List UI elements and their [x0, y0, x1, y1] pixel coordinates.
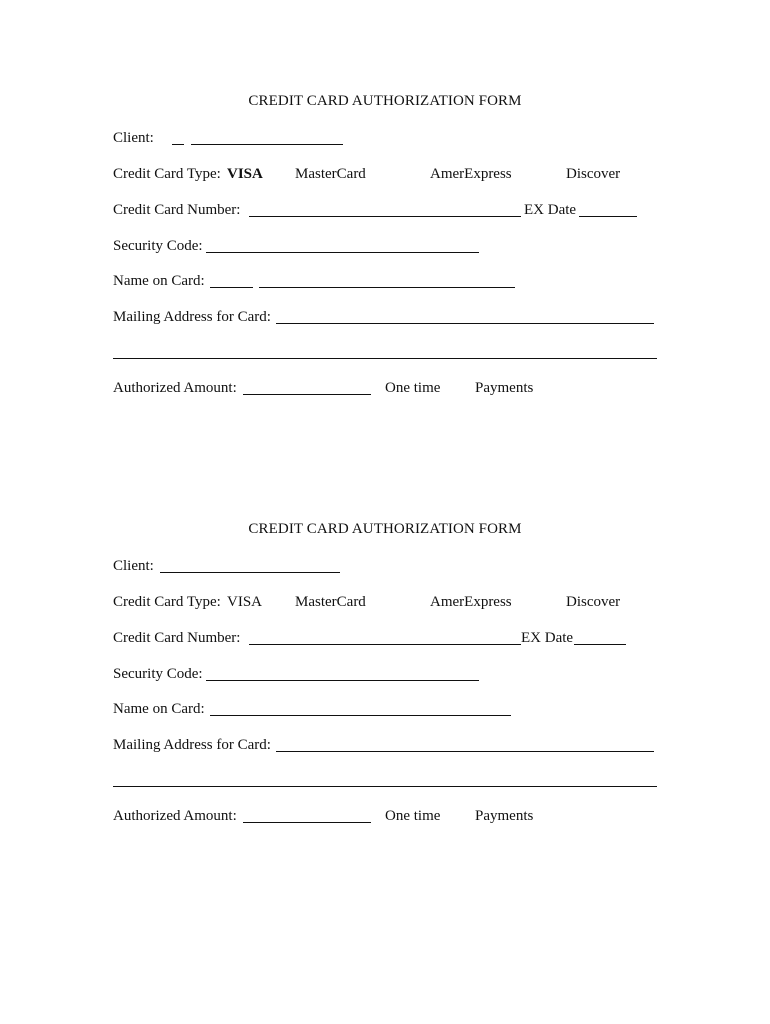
ex-date-field[interactable] [579, 216, 637, 217]
card-number-field[interactable] [249, 644, 521, 645]
name-on-card-field[interactable] [210, 715, 511, 716]
authorized-amount-field[interactable] [243, 822, 371, 823]
form-title: CREDIT CARD AUTHORIZATION FORM [248, 93, 522, 109]
name-on-card-field[interactable] [259, 287, 515, 288]
one-time-option[interactable]: One time [385, 380, 441, 396]
mailing-address-field[interactable] [276, 323, 654, 324]
card-type-label: Credit Card Type: [113, 594, 221, 610]
card-type-visa[interactable]: VISA [227, 594, 263, 610]
name-on-card-label: Name on Card: [113, 273, 205, 289]
card-type-mastercard[interactable]: MasterCard [295, 594, 366, 610]
authorized-amount-field[interactable] [243, 394, 371, 395]
mailing-address-field-line-2[interactable] [113, 786, 657, 787]
card-type-discover[interactable]: Discover [566, 166, 621, 182]
card-type-amerexpress[interactable]: AmerExpress [430, 166, 512, 182]
authorized-amount-label: Authorized Amount: [113, 380, 237, 396]
card-type-discover[interactable]: Discover [566, 594, 621, 610]
form-title: CREDIT CARD AUTHORIZATION FORM [248, 521, 522, 537]
ex-date-label: EX Date [521, 630, 574, 646]
card-number-label: Credit Card Number: [113, 630, 241, 646]
mailing-address-label: Mailing Address for Card: [113, 737, 271, 753]
one-time-option[interactable]: One time [385, 808, 441, 824]
client-field[interactable] [191, 144, 343, 145]
card-type-label: Credit Card Type: [113, 166, 221, 182]
mailing-address-field[interactable] [276, 751, 654, 752]
security-code-field[interactable] [206, 680, 479, 681]
client-label: Client: [113, 558, 154, 574]
authorized-amount-label: Authorized Amount: [113, 808, 237, 824]
card-type-mastercard[interactable]: MasterCard [295, 166, 366, 182]
card-number-label: Credit Card Number: [113, 202, 241, 218]
mailing-address-label: Mailing Address for Card: [113, 309, 271, 325]
client-label: Client: [113, 130, 154, 146]
client-field-short[interactable] [172, 144, 184, 145]
payments-option[interactable]: Payments [475, 380, 534, 396]
security-code-label: Security Code: [113, 238, 203, 254]
card-type-visa[interactable]: VISA [227, 166, 263, 182]
mailing-address-field-line-2[interactable] [113, 358, 657, 359]
security-code-field[interactable] [206, 252, 479, 253]
card-type-amerexpress[interactable]: AmerExpress [430, 594, 512, 610]
client-field[interactable] [160, 572, 340, 573]
ex-date-field[interactable] [574, 644, 626, 645]
name-on-card-field-short[interactable] [210, 287, 253, 288]
card-number-field[interactable] [249, 216, 521, 217]
ex-date-label: EX Date [524, 202, 577, 218]
payments-option[interactable]: Payments [475, 808, 534, 824]
security-code-label: Security Code: [113, 666, 203, 682]
name-on-card-label: Name on Card: [113, 701, 205, 717]
